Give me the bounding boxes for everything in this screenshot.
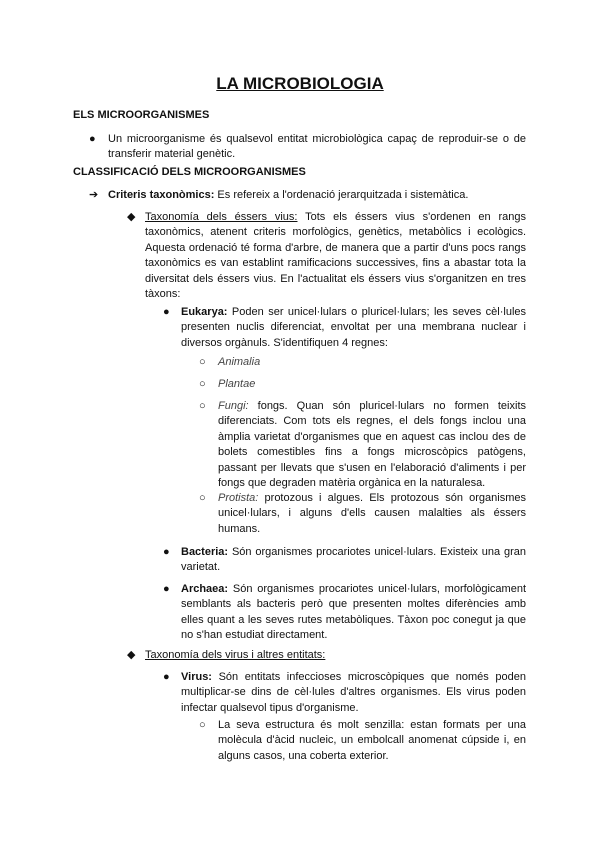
virus-paragraph bbox=[181, 670, 526, 716]
regne-item bbox=[218, 491, 526, 537]
bullet-dot-icon: ● bbox=[163, 306, 170, 318]
bacteria-label: Bacteria: bbox=[181, 546, 229, 558]
bullet-dot-icon: ● bbox=[163, 671, 170, 683]
taxonomia-essers-text: Tots els éssers vius s'ordenen en rangs taxonòmics, atenent criteris morfològics, genètics, metabòlics i ecològics. Aquesta ordenació té forma d'arbre, de manera que a partir d'uns pocs rangs taxonòmics es van establint ramificacions successives, fins a abastar tota la diversitat dels éssers vius. En l'actualitat els éssers vius s'organitzen en tres tàxons: bbox=[145, 211, 526, 301]
regne-text: fongs. Quan són pluricel·lulars no formen teixits diferenciats. Com tots els regnes, el dels fongs inclou una àmplia varietat d'organismes que en aquest cas inclou des de bolets comestibles fins a fongs microscòpics patògens, passant per llevats que s'usen en l'elaboració d'aliments i per fongs que degraden matèria orgànica en la naturalesa. bbox=[218, 400, 526, 490]
regne-text: protozous i algues. Els protozous són organismes unicel·lulars, i alguns d'ells causen malalties als éssers humans. bbox=[218, 492, 526, 535]
eukarya-text: Poden ser unicel·lulars o pluricel·lulars; les seves cèl·lules presenten nuclis diferenciat, envoltat per una membrana nuclear i diversos orgànuls. S'identifiquen 4 regnes: bbox=[181, 306, 526, 349]
criteris-label: Criteris taxonòmics: bbox=[108, 189, 215, 201]
eukarya-paragraph bbox=[181, 305, 526, 351]
page-title: LA MICROBIOLOGIA bbox=[216, 74, 384, 93]
taxonomia-essers-paragraph bbox=[145, 210, 526, 302]
virus-structure-paragraph: La seva estructura és molt senzilla: estan formats per una molècula d'àcid nucleic, un embolcall anomenat cúpside i, en alguns casos, una coberta exterior. bbox=[218, 719, 526, 762]
archaea-paragraph bbox=[181, 582, 526, 644]
regne-item bbox=[218, 355, 526, 370]
arrow-bullet-icon: ➔ bbox=[89, 189, 99, 201]
bullet-dot-icon: ● bbox=[89, 133, 96, 145]
regne-name: Plantae bbox=[218, 378, 256, 390]
virus-label: Virus: bbox=[181, 671, 212, 683]
archaea-text: Són organismes procariotes unicel·lulars, morfològicament semblants als bacteris però que presenten moltes diferències amb elles quant a les seves rutes metabòliques. Tàxon poc conegut ja que no s'han estudiat directament. bbox=[181, 583, 526, 642]
archaea-label: Archaea: bbox=[181, 583, 229, 595]
bullet-dot-icon: ● bbox=[163, 583, 170, 595]
circle-bullet-icon: ○ bbox=[199, 400, 206, 412]
bacteria-text: Són organismes procariotes unicel·lulars. Existeix una gran varietat. bbox=[181, 546, 526, 574]
regne-name: Animalia bbox=[218, 356, 261, 368]
definition-paragraph: Un microorganisme és qualsevol entitat microbiològica capaç de reproduir-se o de transferir material genètic. bbox=[108, 133, 526, 161]
bullet-dot-icon: ● bbox=[163, 546, 170, 558]
circle-bullet-icon: ○ bbox=[199, 356, 206, 368]
diamond-bullet-icon: ◆ bbox=[127, 211, 136, 223]
regne-item bbox=[218, 377, 526, 392]
taxonomia-virus-heading bbox=[145, 648, 526, 663]
regne-item bbox=[218, 399, 526, 491]
section-heading-microorganismes: ELS MICROORGANISMES bbox=[73, 109, 210, 121]
regne-name: Fungi: bbox=[218, 400, 249, 412]
section-heading-classificacio: CLASSIFICACIÓ DELS MICROORGANISMES bbox=[73, 166, 306, 178]
circle-bullet-icon: ○ bbox=[199, 719, 206, 731]
virus-text: Són entitats infeccioses microscòpiques que només poden multiplicar-se dins de cèl·lules d'altres organismes. Els virus poden infectar qualsevol tipus d'organisme. bbox=[181, 671, 526, 714]
circle-bullet-icon: ○ bbox=[199, 492, 206, 504]
criteris-item bbox=[108, 188, 526, 203]
taxonomia-essers-label: Taxonomía dels éssers vius: bbox=[145, 211, 298, 223]
bacteria-paragraph bbox=[181, 545, 526, 576]
eukarya-label: Eukarya: bbox=[181, 306, 228, 318]
regne-name: Protista: bbox=[218, 492, 259, 504]
criteris-text: Es refereix a l'ordenació jerarquitzada i sistemàtica. bbox=[214, 189, 469, 201]
circle-bullet-icon: ○ bbox=[199, 378, 206, 390]
taxonomia-virus-label: Taxonomía dels virus i altres entitats: bbox=[145, 649, 326, 661]
diamond-bullet-icon: ◆ bbox=[127, 649, 136, 661]
